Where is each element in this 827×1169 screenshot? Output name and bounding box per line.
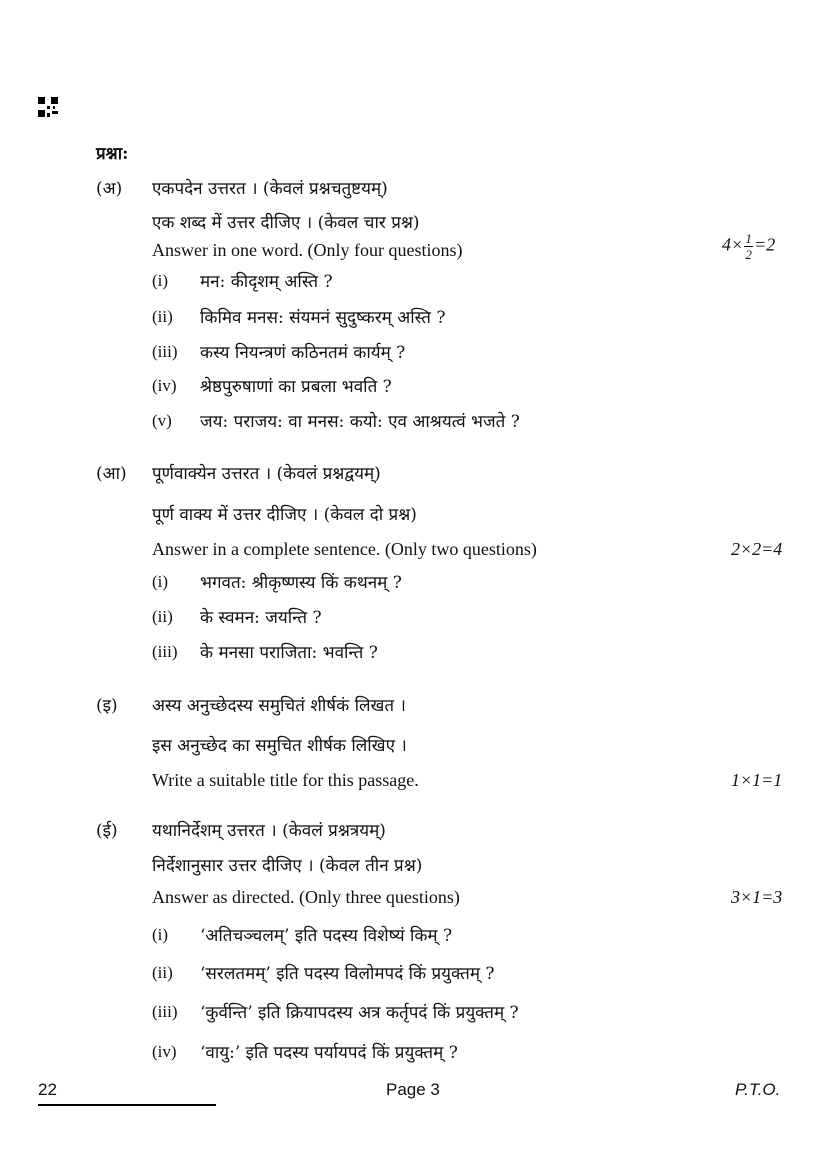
marks-prefix: 4× bbox=[722, 234, 744, 255]
question-text: जय: पराजय: वा मनस: कयो: एव आश्रयत्वं भजते ? bbox=[200, 412, 520, 432]
page-number: Page 3 bbox=[386, 1080, 440, 1099]
section-label: (आ) bbox=[96, 464, 127, 484]
section-instruction-sanskrit: पूर्णवाक्येन उत्तरत । (केवलं प्रश्नद्वयम्) bbox=[152, 464, 381, 484]
section-instruction-english: Answer as directed. (Only three questions) bbox=[152, 887, 460, 907]
question-text: मन: कीदृशम् अस्ति ? bbox=[200, 272, 333, 292]
question-number: (ii) bbox=[152, 307, 173, 326]
fraction-numerator: 1 bbox=[745, 231, 752, 246]
question-number: (i) bbox=[152, 271, 169, 290]
question-number: (iv) bbox=[152, 376, 177, 395]
section-label: (ई) bbox=[96, 821, 118, 841]
question-number: (iii) bbox=[152, 642, 178, 661]
question-text: के स्वमन: जयन्ति ? bbox=[200, 608, 322, 628]
question-number: (ii) bbox=[152, 963, 173, 982]
question-number: (iv) bbox=[152, 1042, 177, 1061]
marks-suffix: =2 bbox=[754, 234, 776, 255]
section-marks: 2×2=4 bbox=[731, 539, 783, 559]
question-text: के मनसा पराजिता: भवन्ति ? bbox=[200, 643, 378, 663]
pto-label: P.T.O. bbox=[735, 1080, 781, 1099]
question-text: ‘वायु:’ इति पदस्य पर्यायपदं किं प्रयुक्तम् ? bbox=[200, 1043, 458, 1063]
section-instruction-hindi: एक शब्द में उत्तर दीजिए । (केवल चार प्रश्न) bbox=[152, 213, 420, 233]
qr-code-icon bbox=[38, 97, 58, 117]
section-instruction-sanskrit: अस्य अनुच्छेदस्य समुचितं शीर्षकं लिखत । bbox=[152, 696, 406, 716]
question-number: (i) bbox=[152, 925, 169, 944]
question-text: श्रेष्ठपुरुषाणां का प्रबला भवति ? bbox=[200, 377, 392, 397]
section-instruction-sanskrit: एकपदेन उत्तरत । (केवलं प्रश्नचतुष्टयम्) bbox=[152, 179, 388, 199]
section-instruction-english: Answer in one word. (Only four questions) bbox=[152, 240, 463, 260]
marks-fraction bbox=[744, 232, 753, 261]
question-number: (ii) bbox=[152, 607, 173, 626]
section-marks: 3×1=3 bbox=[731, 887, 783, 907]
section-instruction-english: Answer in a complete sentence. (Only two questions) bbox=[152, 539, 537, 559]
question-text: ‘सरलतमम्’ इति पदस्य विलोमपदं किं प्रयुक्तम् ? bbox=[200, 964, 495, 984]
section-label: (इ) bbox=[96, 696, 118, 716]
footer-rule bbox=[38, 1104, 216, 1106]
section-marks: 1×1=1 bbox=[731, 770, 783, 790]
question-number: (iii) bbox=[152, 342, 178, 361]
question-text: किमिव मनस: संयमनं सुदुष्करम् अस्ति ? bbox=[200, 308, 446, 328]
section-instruction-hindi: निर्देशानुसार उत्तर दीजिए । (केवल तीन प्रश्न) bbox=[152, 856, 423, 876]
page-code: 22 bbox=[38, 1080, 57, 1099]
question-text: ‘कुर्वन्ति’ इति क्रियापदस्य अत्र कर्तृपदं किं प्रयुक्तम् ? bbox=[200, 1003, 519, 1023]
section-marks bbox=[722, 232, 775, 261]
section-instruction-sanskrit: यथानिर्देशम् उत्तरत । (केवलं प्रश्नत्रयम्) bbox=[152, 821, 386, 841]
section-instruction-hindi: पूर्ण वाक्य में उत्तर दीजिए । (केवल दो प्रश्न) bbox=[152, 505, 417, 525]
question-text: कस्य नियन्त्रणं कठिनतमं कार्यम् ? bbox=[200, 343, 406, 363]
fraction-denominator: 2 bbox=[745, 247, 752, 262]
question-number: (i) bbox=[152, 572, 169, 591]
question-number: (v) bbox=[152, 411, 172, 430]
question-number: (iii) bbox=[152, 1002, 178, 1021]
question-text: ‘अतिचञ्चलम्’ इति पदस्य विशेष्यं किम् ? bbox=[200, 926, 453, 946]
section-instruction-hindi: इस अनुच्छेद का समुचित शीर्षक लिखिए । bbox=[152, 736, 407, 756]
question-text: भगवत: श्रीकृष्णस्य किं कथनम् ? bbox=[200, 573, 402, 593]
questions-heading: प्रश्ना: bbox=[96, 144, 129, 164]
section-label: (अ) bbox=[96, 179, 123, 199]
section-instruction-english: Write a suitable title for this passage. bbox=[152, 770, 419, 790]
